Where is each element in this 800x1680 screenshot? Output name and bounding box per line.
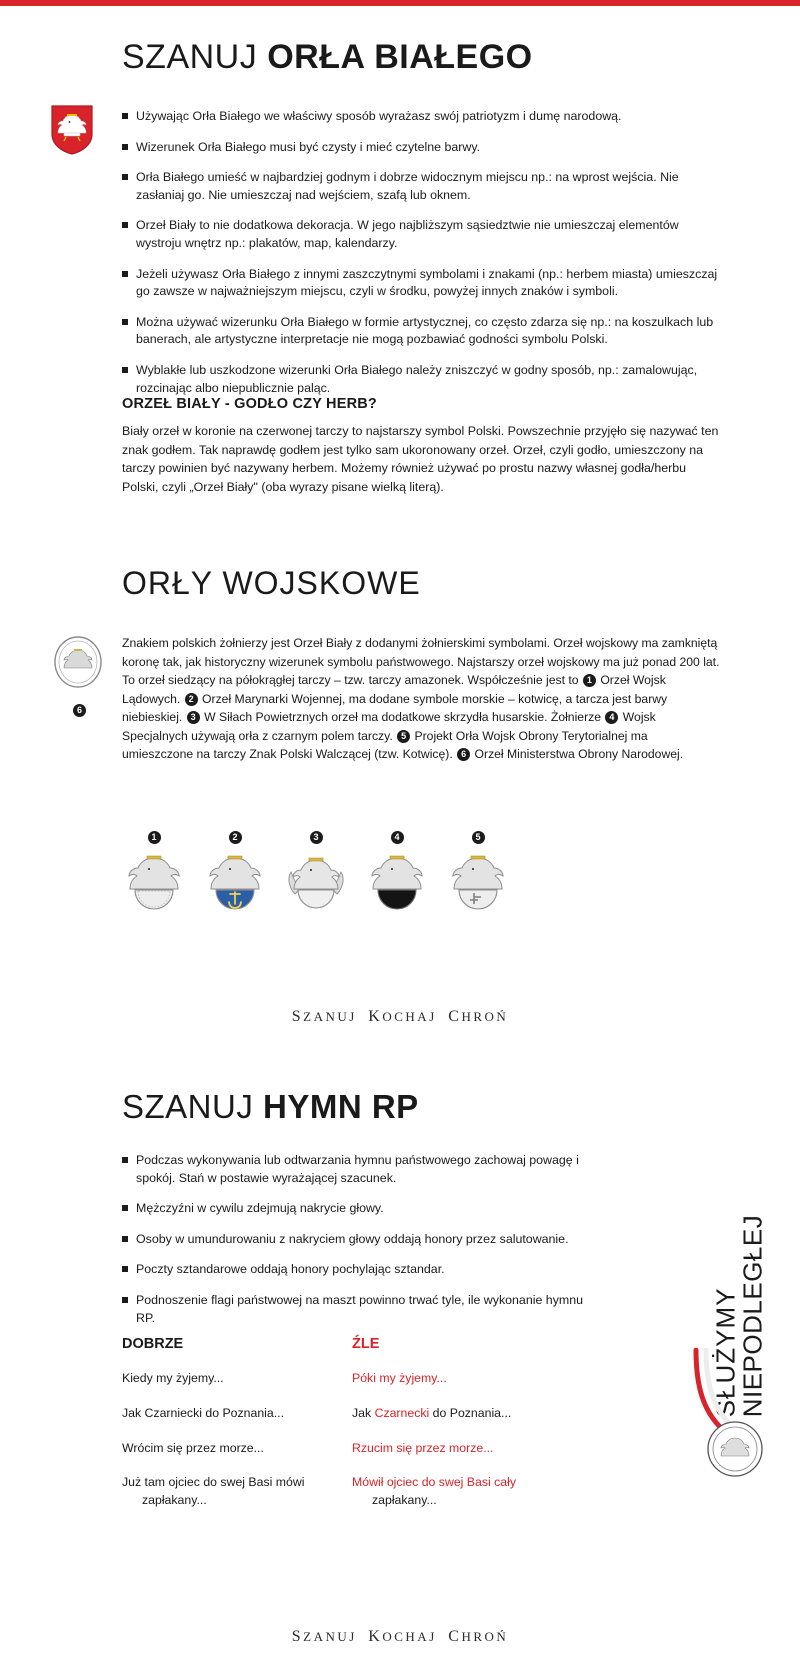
inline-number-badge: 4 bbox=[605, 711, 618, 724]
eagle-item bbox=[442, 828, 514, 920]
list-item: Używając Orła Białego we właściwy sposób wyrażasz swój patriotyzm i dumę narodową. bbox=[122, 108, 722, 126]
section-eagle-title-bold: ORŁA BIAŁEGO bbox=[267, 38, 533, 76]
lyric-line bbox=[352, 1474, 602, 1510]
eagle-rules-list bbox=[122, 108, 722, 410]
lyric-line-continuation: zapłakany... bbox=[142, 1493, 207, 1508]
mon-eagle-icon bbox=[52, 634, 104, 690]
motto-line-top: SZANUJ KOCHAJ CHROŃ bbox=[291, 1008, 509, 1025]
lyric-line bbox=[122, 1474, 342, 1510]
lyric-line-continuation: zapłakany... bbox=[372, 1493, 437, 1508]
hymn-rules-list bbox=[122, 1152, 592, 1340]
column-header-bad: ŹLE bbox=[352, 1336, 380, 1352]
motto-line-bottom: SZANUJ KOCHAJ CHROŃ bbox=[291, 1628, 509, 1645]
top-red-rule bbox=[0, 0, 800, 6]
lyrics-wrong-column bbox=[352, 1336, 602, 1510]
lyric-line: Kiedy my żyjemy... bbox=[122, 1371, 224, 1385]
column-header-good: DOBRZE bbox=[122, 1336, 184, 1352]
subsection-paragraph: Biały orzeł w koronie na czerwonej tarczy to najstarszy symbol Polski. Powszechnie przyjęło się nazywać ten znak godłem. Tak naprawdę godłem jest tylko sam ukoronowany orzeł. Orzeł, czyli godło, umieszczony na tarczy powinien być nazywany herbem. Możemy również używać po prostu nazwy własnej godła/herbu Polski, czyli „Orzeł Biały" (oba wyrazy pisane wielką literą). bbox=[122, 424, 719, 494]
lyric-line: Jak Czarniecki do Poznania... bbox=[122, 1405, 284, 1420]
list-item: Orła Białego umieść w najbardziej godnym i dobrze widocznym miejscu np.: na wprost wejścia. Nie zasłaniaj go. Nie umieszczaj nad wejściem, szafą lub oknem. bbox=[122, 169, 722, 204]
inline-number-badge: 6 bbox=[457, 748, 470, 761]
list-item: Osoby w umundurowaniu z nakryciem głowy oddają honory przez salutowanie. bbox=[122, 1231, 592, 1249]
list-item: Jeżeli używasz Orła Białego z innymi zaszczytnymi symbolami i znakami (np.: herbem miasta) umieszczaj go zawsze w najważniejszym miejscu, czyli w środku, powyżej innych znaków i symboli. bbox=[122, 266, 722, 301]
vertical-slogan-line2: NIEPODLEGŁEJ bbox=[738, 1214, 768, 1418]
eagle-number: 4 bbox=[361, 828, 433, 846]
lyric-line: Rzucim się przez morze... bbox=[352, 1440, 494, 1455]
section-hymn-title-thin: SZANUJ bbox=[122, 1088, 264, 1125]
inline-number-badge: 5 bbox=[397, 730, 410, 743]
list-item: Podczas wykonywania lub odtwarzania hymnu państwowego zachowaj powagę i spokój. Stań w postawie wyrażającej szacunek. bbox=[122, 1152, 592, 1187]
inline-number-badge: 2 bbox=[185, 693, 198, 706]
sluzymy-niepodleglej-lockup bbox=[660, 1090, 780, 1490]
inline-number-badge: 3 bbox=[187, 711, 200, 724]
section-hymn-title-bold: HYMN RP bbox=[263, 1088, 419, 1125]
eagle-item bbox=[199, 828, 271, 920]
military-eagles-row bbox=[118, 828, 538, 938]
special-forces-eagle-icon bbox=[366, 850, 428, 920]
eagle-item bbox=[118, 828, 190, 920]
list-item: Można używać wizerunku Orła Białego w formie artystycznej, co często zdarza się np.: na koszulkach lub banerach, ale artystyczne interpretacje nie mogą pozbawiać godności symbolu Polski. bbox=[122, 314, 722, 349]
lyric-line-text: Już tam ojciec do swej Basi mówi bbox=[122, 1475, 305, 1490]
eagle-number: 2 bbox=[199, 828, 271, 846]
military-paragraph: Znakiem polskich żołnierzy jest Orzeł Biały z dodanymi żołnierskimi symbolami. Orzeł wojskowy ma zamkniętą koronę tak, jak historyczny wizerunek symbolu państwowego. Najstarszy orzeł wojskowy ma już ponad 200 lat. To orzeł siedzący na półokrągłej tarczy – tzw. tarczy amazonek. Współcześnie jest to 1 Orzeł Wojsk Lądowych. 2 Orzeł Marynarki Wojennej, ma dodane symbole morskie – kotwicę, a tarcza jest barwy niebieskiej. 3 W Siłach Powietrznych orzeł ma dodatkowe skrzydła husarskie. Żołnierze 4 Wojsk Specjalnych używają orła z czarnym polem tarczy. 5 Projekt Orła Wojsk Obrony Terytorialnej ma umieszczone na tarczy Znak Polski Walczącej (tzw. Kotwicę). 6 Orzeł Ministerstwa Obrony Narodowej. bbox=[122, 636, 720, 762]
list-item: Poczty sztandarowe oddają honory pochylając sztandar. bbox=[122, 1261, 592, 1279]
lyric-line: Jak Czarnecki do Poznania... bbox=[352, 1405, 512, 1420]
list-item: Wizerunek Orła Białego musi być czysty i mieć czytelne barwy. bbox=[122, 139, 722, 157]
mon-seal-icon bbox=[706, 1420, 764, 1478]
section-military-title: ORŁY WOJSKOWE bbox=[122, 565, 421, 601]
air-force-eagle-icon bbox=[285, 850, 347, 920]
list-item: Orzeł Biały to nie dodatkowa dekoracja. W jego najbliższym sąsiedztwie nie umieszczaj elementów wystroju wnętrz np.: plakatów, map, kalendarzy. bbox=[122, 217, 722, 252]
emblem-number-badge: 6 bbox=[72, 704, 86, 718]
list-item: Mężczyźni w cywilu zdejmują nakrycie głowy. bbox=[122, 1200, 592, 1218]
list-item: Podnoszenie flagi państwowej na maszt powinno trwać tyle, ile wykonanie hymnu RP. bbox=[122, 1292, 592, 1327]
eagle-item bbox=[280, 828, 352, 920]
eagle-number: 3 bbox=[280, 828, 352, 846]
list-item: Wyblakłe lub uszkodzone wizerunki Orła Białego należy zniszczyć w godny sposób, np.: zamalowując, rozcinając albo niepublicznie paląc. bbox=[122, 362, 722, 397]
lyric-line-text: Mówił ojciec do swej Basi cały bbox=[352, 1475, 517, 1490]
vertical-slogan-line1: SŁUŻYMY bbox=[710, 1287, 741, 1418]
lyric-line: Póki my żyjemy... bbox=[352, 1371, 447, 1385]
army-eagle-icon bbox=[123, 850, 185, 920]
section-hymn-title bbox=[122, 1088, 419, 1126]
polish-coat-of-arms-icon bbox=[50, 104, 94, 156]
inline-number-badge: 1 bbox=[583, 674, 596, 687]
territorial-defence-eagle-icon bbox=[447, 850, 509, 920]
eagle-number: 5 bbox=[442, 828, 514, 846]
eagle-item bbox=[361, 828, 433, 920]
lyrics-correct-column bbox=[122, 1336, 342, 1510]
eagle-number: 1 bbox=[118, 828, 190, 846]
section-eagle-title bbox=[122, 38, 533, 77]
navy-eagle-icon bbox=[204, 850, 266, 920]
lyric-line: Wrócim się przez morze... bbox=[122, 1440, 264, 1455]
subsection-heading: ORZEŁ BIAŁY - GODŁO CZY HERB? bbox=[122, 396, 377, 412]
section-eagle-title-thin: SZANUJ bbox=[122, 38, 268, 76]
